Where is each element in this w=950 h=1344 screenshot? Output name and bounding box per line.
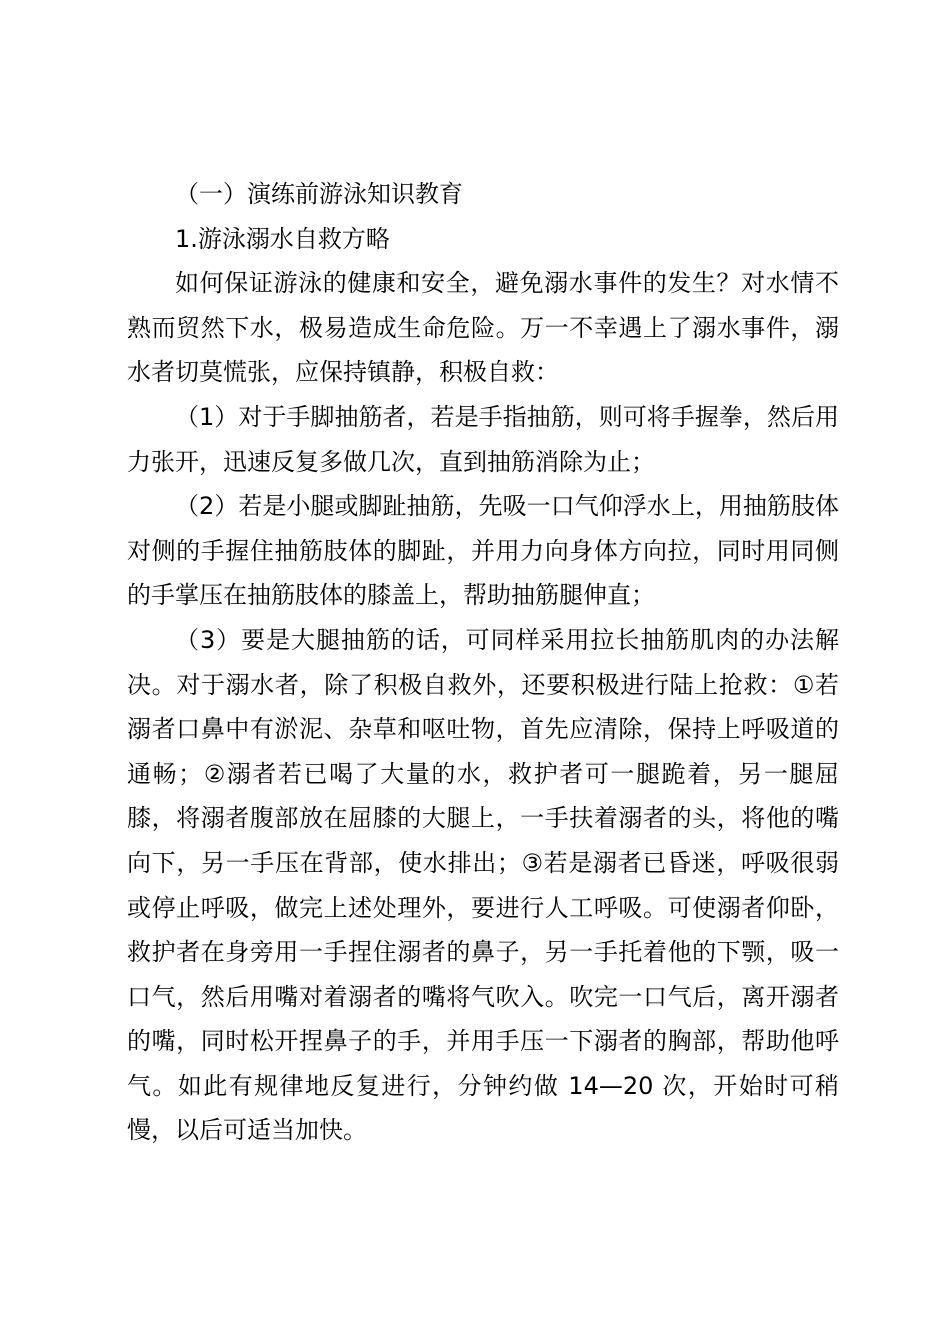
section-heading: （一）演练前游泳知识教育 [175, 180, 463, 208]
document-body [127, 172, 839, 1153]
paragraph-intro: 如何保证游泳的健康和安全，避免溺水事件的发生？对水情不熟而贸然下水，极易造成生命危险。万一不幸遇上了溺水事件，溺水者切莫慌张，应保持镇静，积极自救： [127, 269, 839, 387]
subheading: 1.游泳溺水自救方略 [175, 224, 390, 253]
paragraph-item-1: （1）对于手脚抽筋者，若是手指抽筋，则可将手握拳，然后用力张开，迅速反复多做几次，直到抽筋消除为止； [127, 402, 839, 476]
paragraph-item-2: （2）若是小腿或脚趾抽筋，先吸一口气仰浮水上，用抽筋肢体对侧的手握住抽筋肢体的脚趾，并用力向身体方向拉，同时用同侧的手掌压在抽筋肢体的膝盖上，帮助抽筋腿伸直； [127, 492, 839, 610]
paragraph-item-3: （3）要是大腿抽筋的话，可同样采用拉长抽筋肌肉的办法解决。对于溺水者，除了积极自救外，还要积极进行陆上抢救：①若溺者口鼻中有淤泥、杂草和呕吐物，首先应清除，保持上呼吸道的通畅；②溺者若已喝了大量的水，救护者可一腿跪着，另一腿屈膝，将溺者腹部放在屈膝的大腿上，一手扶着溺者的头，将他的嘴向下，另一手压在背部，使水排出；③若是溺者已昏迷，呼吸很弱或停止呼吸，做完上述处理外，要进行人工呼吸。可使溺者仰卧，救护者在身旁用一手捏住溺者的鼻子，另一手托着他的下颚，吸一口气，然后用嘴对着溺者的嘴将气吹入。吹完一口气后，离开溺者的嘴，同时松开捏鼻子的手，并用手压一下溺者的胸部，帮助他呼气。如此有规律地反复进行，分钟约做 14—20 次，开始时可稍慢，以后可适当加快。 [127, 625, 839, 1145]
